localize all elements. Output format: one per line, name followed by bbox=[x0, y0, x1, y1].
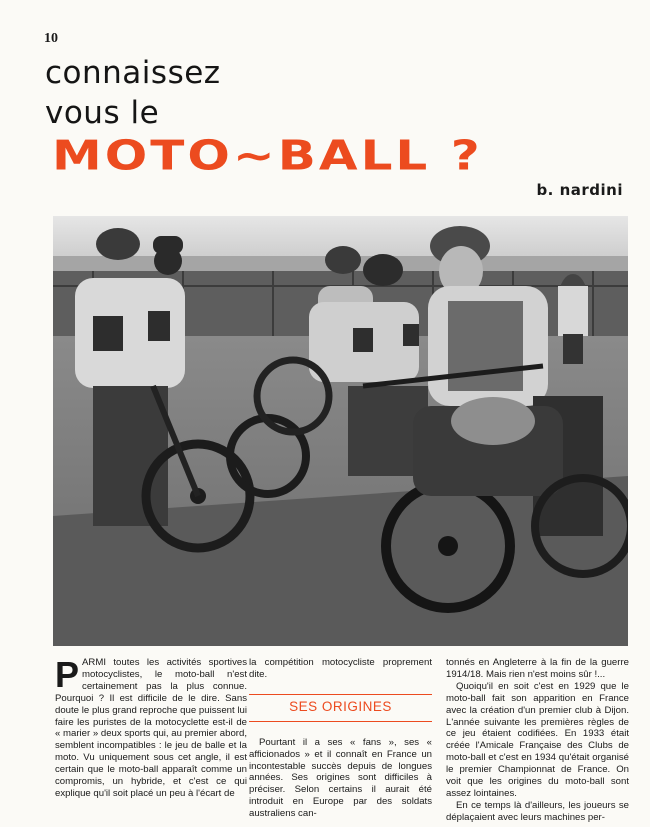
kicker-heading bbox=[45, 53, 221, 133]
article-column-3 bbox=[446, 657, 629, 824]
photo-illustration bbox=[53, 216, 628, 646]
page-number: 10 bbox=[44, 31, 58, 46]
article-column-1 bbox=[55, 654, 247, 800]
column-3-paragraph-2: Quoiqu'il en soit c'est en 1929 que le moto-ball fait son apparition en France avec la création d'un premier club à Dijon. L'année suivante les premières règles de ce jeu étaient codifiées. En 1933 était créée l'Amicale Française des Clubs de moto-ball et c'est en 1934 qu'était organisé le premier Championnat de France. On voit que les origines du moto-ball sont assez lointaines. bbox=[446, 680, 629, 799]
article-column-2 bbox=[249, 657, 432, 820]
drop-cap: P bbox=[55, 654, 80, 695]
column-3-paragraph-1: tonnés en Angleterre à la fin de la guerre 1914/18. Mais rien n'est moins sûr !... bbox=[446, 657, 629, 680]
column-3-paragraph-3: En ce temps là d'ailleurs, les joueurs se déplaçaient avec leurs machines per- bbox=[446, 799, 629, 823]
article-title: MOTO~BALL ? bbox=[52, 132, 483, 180]
column-1-text: ARMI toutes les activités sportives motocyclistes, le moto-ball n'est certainement pas la plus connue. Pourquoi ? Il est difficile de le dire. Sans doute le plus grand reproche que puissent lui faire les puristes de la motocyclette est-il de « marier » deux sports qui, au premier abord, semblent incompatibles : le jeu de balle et la moto. Vu uniquement sous cet angle, il est certain que le moto-ball apparaît comme un compromis, un hybride, et c'est ce qui explique qu'il soit placé un peu à l'écart de bbox=[55, 657, 247, 799]
kicker-line-2: vous le bbox=[45, 95, 160, 131]
author-byline: b. nardini bbox=[536, 181, 623, 199]
column-2-bottom-text: Pourtant il a ses « fans », ses « afficionados » et il connaît en France un incontestable succès depuis de longues années. Ses origines sont difficiles à préciser. Selon certains il aurait été introduit en Europe par des soldats australiens can- bbox=[249, 736, 432, 820]
moto-ball-photo bbox=[53, 216, 628, 646]
kicker-line-1: connaissez bbox=[45, 55, 221, 91]
section-heading: SES ORIGINES bbox=[249, 694, 432, 722]
column-2-top-text: la compétition motocycliste proprement dite. bbox=[249, 657, 432, 680]
